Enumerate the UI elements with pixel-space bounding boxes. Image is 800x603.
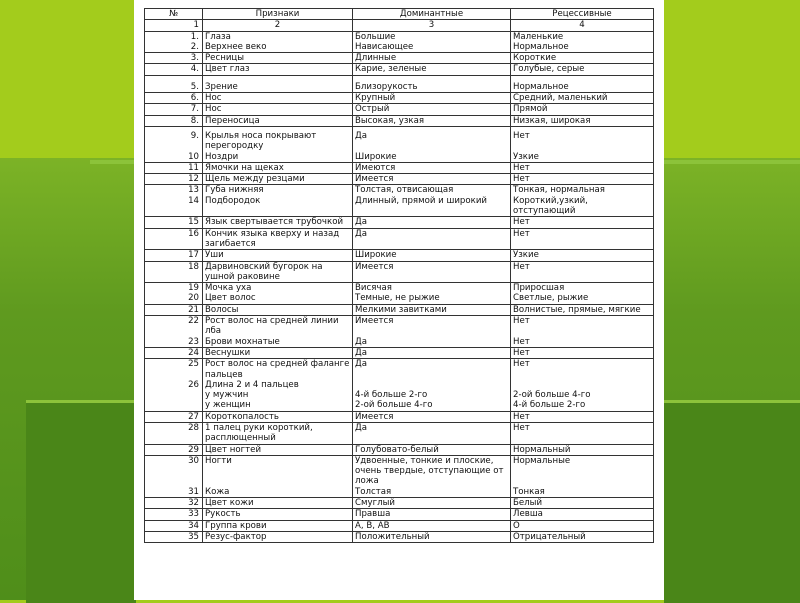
recessive-cell: Нормальный [511,444,654,455]
trait-cell: Цвет ногтей [203,444,353,455]
dominant-cell: Крупный [353,93,511,104]
recessive-cell: Тонкая, нормальная Короткий,узкий, отступающий [511,185,654,217]
dominant-cell: А, В, АВ [353,520,511,531]
dominant-cell: Большие Нависающее [353,31,511,53]
row-number-cell: 9. 10 [145,126,203,162]
trait-cell: Нос [203,104,353,115]
row-number-cell: 22 23 [145,316,203,348]
row-number-cell: 33 [145,509,203,520]
dominant-cell: Карие, зеленые [353,64,511,75]
table-row [145,304,654,315]
trait-cell: Веснушки [203,347,353,358]
row-number-cell: 12 [145,174,203,185]
dominant-cell: Да [353,422,511,444]
table-row [145,455,654,497]
dominant-cell: Да [353,228,511,250]
recessive-cell: Приросшая Светлые, рыжие [511,283,654,305]
trait-cell: Мочка уха Цвет волос [203,283,353,305]
row-number-cell: 16 [145,228,203,250]
dominant-cell: Высокая, узкая [353,115,511,126]
trait-cell: Ресницы [203,53,353,64]
recessive-cell: Низкая, широкая [511,115,654,126]
recessive-cell: Голубые, серые [511,64,654,75]
trait-cell: Глаза Верхнее веко [203,31,353,53]
recessive-cell: Узкие [511,250,654,261]
recessive-cell: Короткие [511,53,654,64]
row-number-cell: 17 [145,250,203,261]
dominant-cell: Да [353,217,511,228]
trait-cell: Крылья носа покрывают перегородку Ноздри [203,126,353,162]
trait-cell: Кончик языка кверху и назад загибается [203,228,353,250]
row-number-cell: 11 [145,162,203,173]
table-row [145,531,654,542]
table-row [145,509,654,520]
trait-cell: Переносица [203,115,353,126]
row-number-cell: 15 [145,217,203,228]
row-number-cell: 1. 2. [145,31,203,53]
recessive-cell: Нет Нет [511,316,654,348]
table-row [145,228,654,250]
trait-cell: Дарвиновский бугорок на ушной раковине [203,261,353,283]
row-number-cell: 29 [145,444,203,455]
table-row [145,498,654,509]
row-number-cell: 18 [145,261,203,283]
trait-cell: Нос [203,93,353,104]
table-header-row [145,9,654,20]
table-row [145,359,654,411]
recessive-cell: Средний, маленький [511,93,654,104]
dominant-cell: Близорукость [353,75,511,92]
row-number-cell: 27 [145,411,203,422]
document-sheet [134,0,664,600]
table-row [145,411,654,422]
trait-cell: Цвет кожи [203,498,353,509]
table-row [145,115,654,126]
row-number-cell: 24 [145,347,203,358]
table-row [145,347,654,358]
row-number-cell: 3. [145,53,203,64]
dominant-cell: Висячая Темные, не рыжие [353,283,511,305]
table-row [145,162,654,173]
dominant-cell: Мелкими завитками [353,304,511,315]
column-number-4: 4 [511,20,654,31]
dominant-cell: Имеются [353,162,511,173]
table-row [145,75,654,92]
header-recessive: Рецессивные [511,9,654,20]
trait-cell: Резус-фактор [203,531,353,542]
table-body [145,31,654,543]
row-number-cell: 35 [145,531,203,542]
table-row [145,261,654,283]
recessive-cell: Нет [511,422,654,444]
dominant-cell: Удвоенные, тонкие и плоские, очень твердые, отступающие от ложа Толстая [353,455,511,497]
table-row [145,422,654,444]
table-row [145,93,654,104]
row-number-cell: 13 14 [145,185,203,217]
dominant-cell: Правша [353,509,511,520]
dominant-cell: Да [353,347,511,358]
recessive-cell: Белый [511,498,654,509]
trait-cell: Рост волос на средней линии лба Брови мохнатые [203,316,353,348]
dominant-cell: Да Широкие [353,126,511,162]
background-panel-left [26,400,136,603]
recessive-cell: Маленькие Нормальное [511,31,654,53]
row-number-cell: 30 31 [145,455,203,497]
row-number-cell: 34 [145,520,203,531]
dominant-cell: Да 4-й больше 2-го 2-ой больше 4-го [353,359,511,411]
column-number-3: 3 [353,20,511,31]
row-number-cell: 28 [145,422,203,444]
recessive-cell: Левша [511,509,654,520]
row-number-cell: 19 20 [145,283,203,305]
recessive-cell: Нет [511,347,654,358]
table-row [145,283,654,305]
table-row [145,31,654,53]
table-row [145,53,654,64]
recessive-cell: Волнистые, прямые, мягкие [511,304,654,315]
row-number-cell: 32 [145,498,203,509]
table-row [145,250,654,261]
dominant-cell: Толстая, отвисающая Длинный, прямой и широкий [353,185,511,217]
recessive-cell: Нет [511,228,654,250]
row-number-cell: 7. [145,104,203,115]
trait-cell: Щель между резцами [203,174,353,185]
recessive-cell: Нормальное [511,75,654,92]
dominant-cell: Имеется [353,411,511,422]
dominant-cell: Широкие [353,250,511,261]
row-number-cell: 5. [145,75,203,92]
table-row [145,174,654,185]
row-number-cell: 8. [145,115,203,126]
trait-cell: Уши [203,250,353,261]
recessive-cell: Нет [511,411,654,422]
row-number-cell: 21 [145,304,203,315]
trait-cell: Короткопалость [203,411,353,422]
recessive-cell: Нет [511,261,654,283]
trait-cell: Губа нижняя Подбородок [203,185,353,217]
recessive-cell: Нет [511,174,654,185]
table-row [145,126,654,162]
recessive-cell: Нет [511,217,654,228]
table-row [145,444,654,455]
dominant-cell: Голубовато-белый [353,444,511,455]
recessive-cell: Нормальные Тонкая [511,455,654,497]
column-number-2: 2 [203,20,353,31]
dominant-cell: Острый [353,104,511,115]
traits-table [144,8,654,543]
header-dominant: Доминантные [353,9,511,20]
background-stripe-right [664,160,800,164]
background-stripe-left [90,160,134,164]
header-trait: Признаки [203,9,353,20]
table-row [145,217,654,228]
row-number-cell: 6. [145,93,203,104]
background-panel-right [664,400,800,603]
row-number-cell: 4. [145,64,203,75]
table-column-numbering-row [145,20,654,31]
table-row [145,520,654,531]
table-row [145,104,654,115]
dominant-cell: Имеется Да [353,316,511,348]
trait-cell: Волосы [203,304,353,315]
dominant-cell: Имеется [353,174,511,185]
trait-cell: Ногти Кожа [203,455,353,497]
table-row [145,316,654,348]
trait-cell: Цвет глаз [203,64,353,75]
recessive-cell: О [511,520,654,531]
header-number: № [145,9,203,20]
recessive-cell: Прямой [511,104,654,115]
trait-cell: Язык свертывается трубочкой [203,217,353,228]
table-row [145,185,654,217]
recessive-cell: Отрицательный [511,531,654,542]
dominant-cell: Длинные [353,53,511,64]
trait-cell: Ямочки на щеках [203,162,353,173]
trait-cell: 1 палец руки короткий, расплющенный [203,422,353,444]
trait-cell: Группа крови [203,520,353,531]
dominant-cell: Имеется [353,261,511,283]
trait-cell: Рукость [203,509,353,520]
recessive-cell: Нет [511,162,654,173]
recessive-cell: Нет 2-ой больше 4-го 4-й больше 2-го [511,359,654,411]
trait-cell: Рост волос на средней фаланге пальцев Длина 2 и 4 пальцев у мужчин у женщин [203,359,353,411]
recessive-cell: Нет Узкие [511,126,654,162]
dominant-cell: Положительный [353,531,511,542]
trait-cell: Зрение [203,75,353,92]
table-row [145,64,654,75]
dominant-cell: Смуглый [353,498,511,509]
column-number-1: 1 [145,20,203,31]
row-number-cell: 25 26 [145,359,203,411]
